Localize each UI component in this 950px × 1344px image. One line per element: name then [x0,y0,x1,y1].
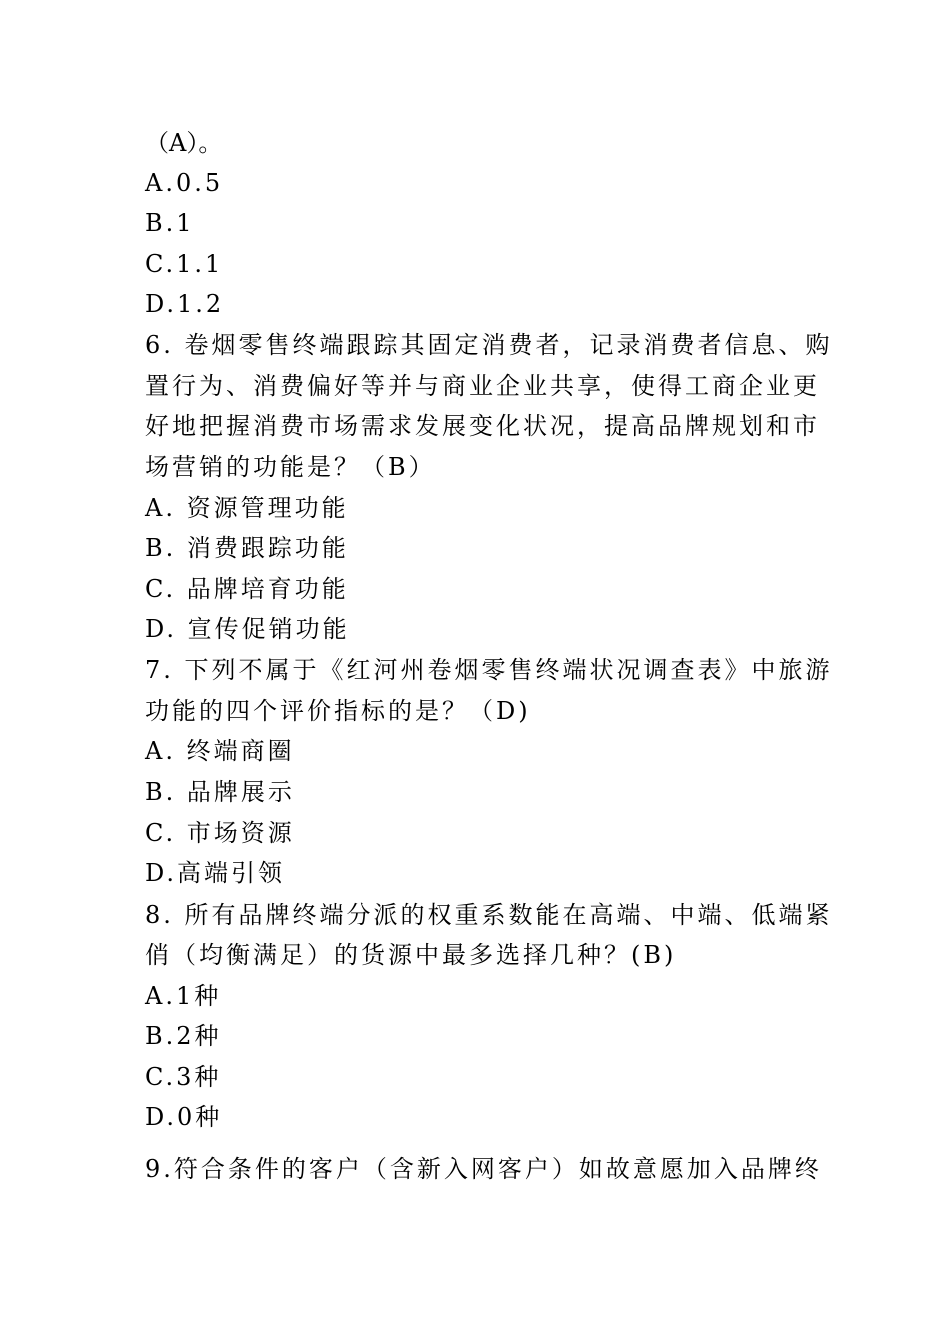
q5-option-b: B.1 [145,209,195,237]
q5-answer-line: （A）。 [145,129,223,157]
q6-option-a: A. 资源管理功能 [145,494,349,522]
q6-line-4: 场营销的功能是？（B） [145,453,436,481]
q8-option-b: B.2种 [145,1022,222,1050]
q7-option-a: A. 终端商圈 [145,737,295,765]
q8-option-a: A.1种 [145,982,222,1010]
q5-option-c: C.1.1 [145,250,224,278]
q9-line-1: 9.符合条件的客户（含新入网客户）如故意愿加入品牌终 [145,1155,822,1183]
q7-line-2: 功能的四个评价指标的是？（D) [145,697,531,725]
q6-option-d: D. 宣传促销功能 [145,615,350,643]
q6-option-b: B. 消费跟踪功能 [145,534,349,562]
q6-option-c: C. 品牌培育功能 [145,575,349,603]
q7-option-b: B. 品牌展示 [145,778,295,806]
q7-option-c: C. 市场资源 [145,819,295,847]
q6-line-3: 好地把握消费市场需求发展变化状况，提高品牌规划和市 [145,412,820,440]
q8-option-c: C.3种 [145,1063,222,1091]
q5-option-a: A.0.5 [145,169,224,197]
q8-line-2: 俏（均衡满足）的货源中最多选择几种？(B) [145,941,677,969]
q5-option-d: D.1.2 [145,290,225,318]
q6-line-1: 6. 卷烟零售终端跟踪其固定消费者，记录消费者信息、购 [145,331,833,359]
q7-option-d: D.高端引领 [145,859,286,887]
q8-option-d: D.0种 [145,1103,223,1131]
q8-line-1: 8. 所有品牌终端分派的权重系数能在高端、中端、低端紧 [145,901,833,929]
q6-line-2: 置行为、消费偏好等并与商业企业共享，使得工商企业更 [145,372,820,400]
q7-line-1: 7. 下列不属于《红河州卷烟零售终端状况调查表》中旅游 [145,656,833,684]
